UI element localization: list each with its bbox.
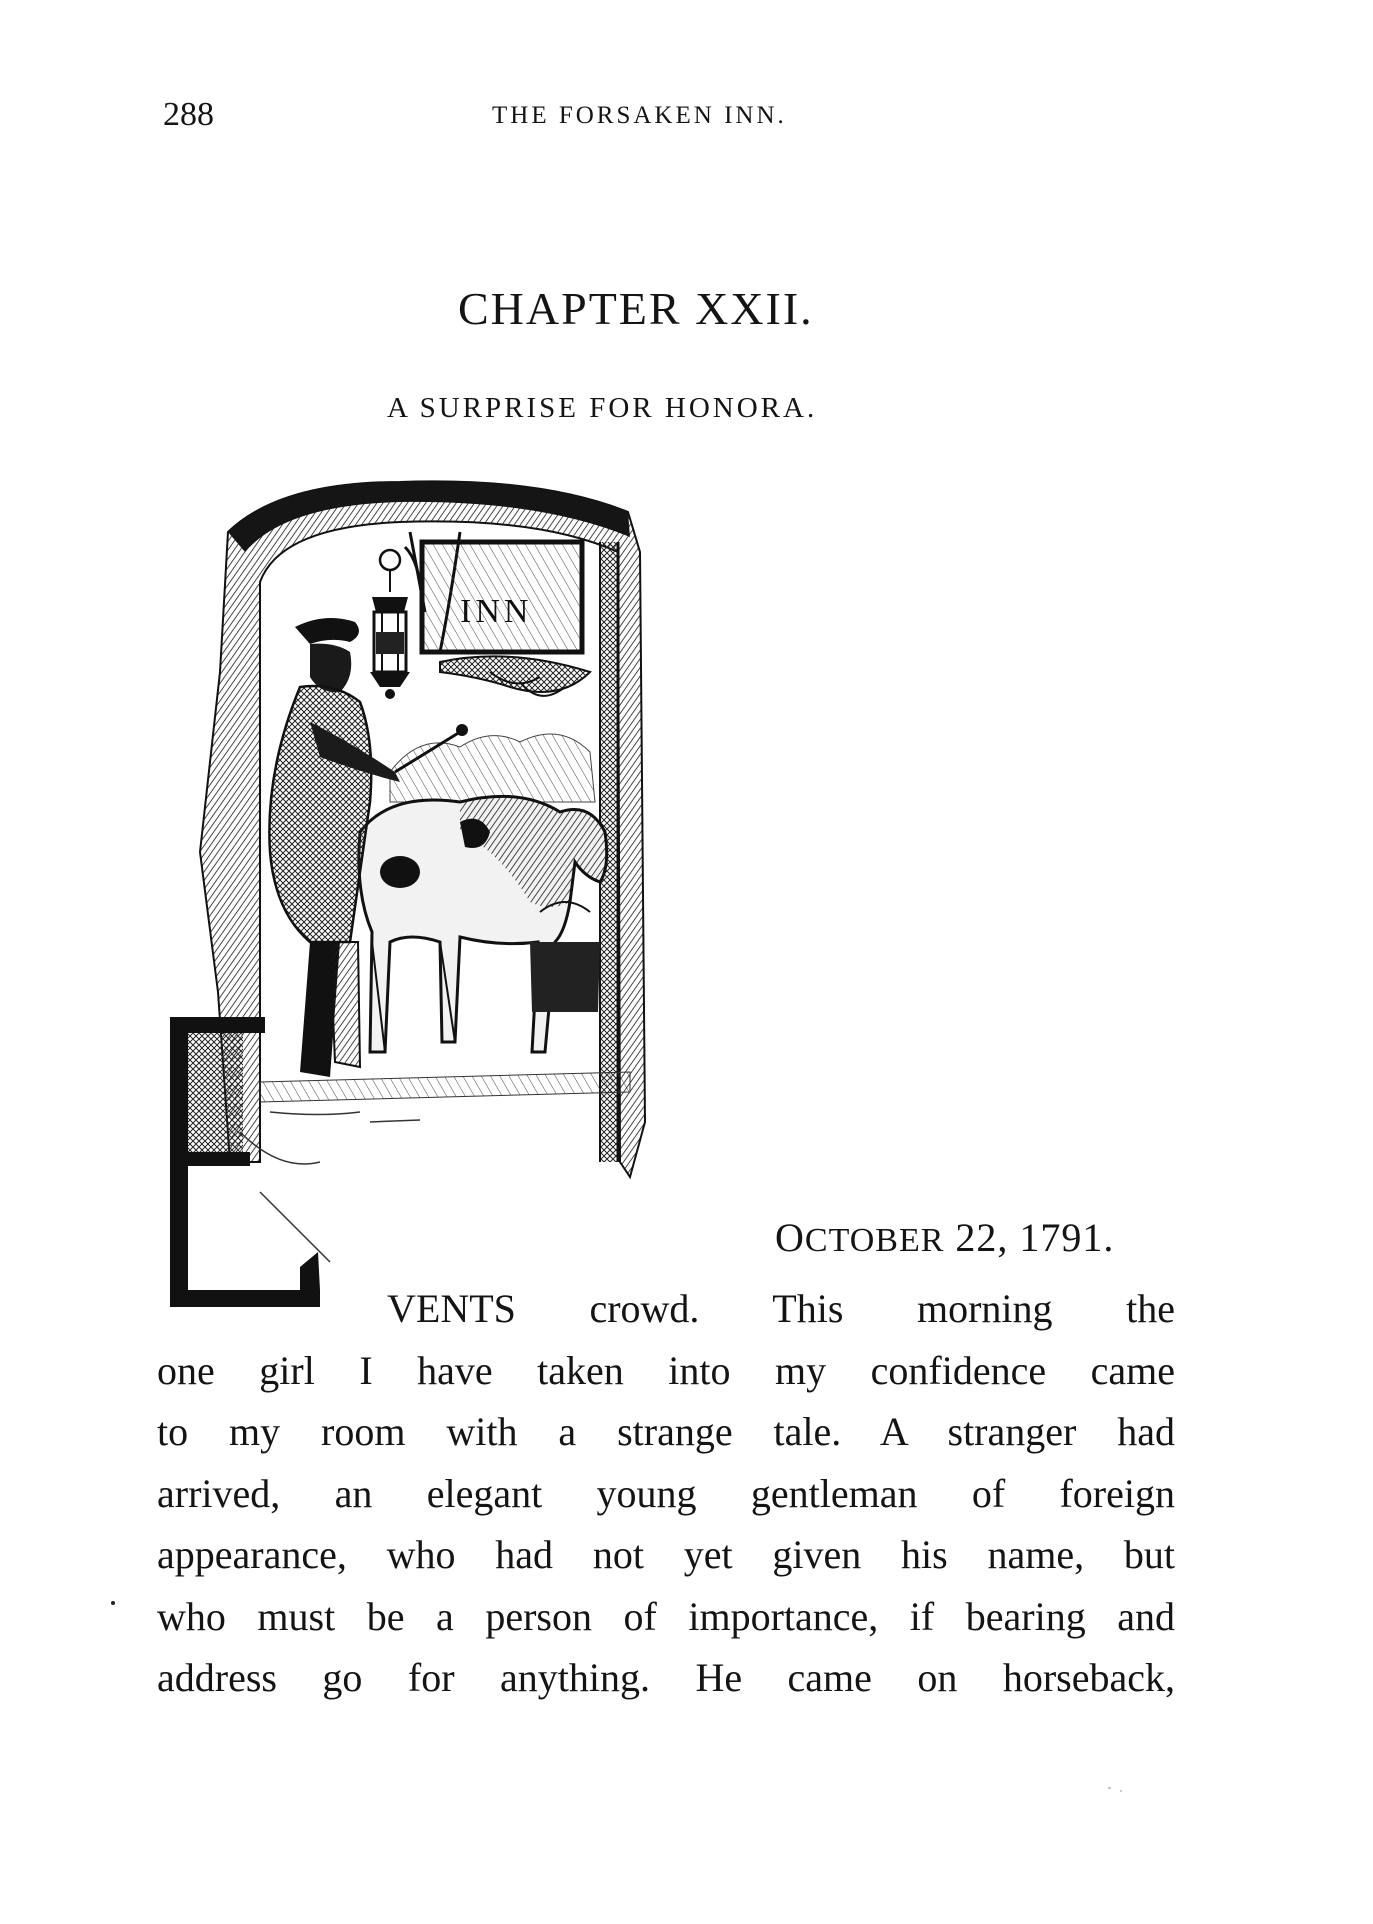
chapter-subtitle: A SURPRISE FOR HONORA. bbox=[387, 392, 818, 424]
svg-text:INN: INN bbox=[460, 593, 533, 630]
text-line: appearance, who had not yet given his name, but bbox=[157, 1532, 1175, 1577]
lantern bbox=[370, 547, 422, 699]
horse bbox=[359, 796, 607, 1052]
chapter-title: CHAPTER XXII. bbox=[458, 283, 814, 334]
text-line: to my room with a strange tale. A stranger had bbox=[157, 1409, 1175, 1454]
running-head bbox=[0, 96, 1373, 136]
page-speck bbox=[1120, 1790, 1122, 1792]
entry-body bbox=[157, 1278, 1175, 1709]
background-trees bbox=[390, 734, 595, 802]
entry-date bbox=[775, 1214, 1114, 1261]
text-line: address go for anything. He came on horseback, bbox=[157, 1655, 1175, 1700]
inn-sign bbox=[410, 532, 590, 696]
entry-date-initial: O bbox=[775, 1215, 805, 1260]
running-title: THE FORSAKEN INN. bbox=[492, 102, 787, 129]
text-line: one girl I have taken into my confidence came bbox=[157, 1347, 1175, 1393]
entry-date-rest: 22, 1791. bbox=[944, 1215, 1115, 1260]
text-line: arrived, an elegant young gentleman of foreign bbox=[157, 1470, 1175, 1516]
entry-date-smallcaps: CTOBER bbox=[804, 1222, 945, 1259]
page-number: 288 bbox=[163, 96, 214, 133]
text-line: VENTS crowd. This morning the bbox=[387, 1286, 1175, 1331]
text-line: who must be a person of importance, if bearing and bbox=[157, 1593, 1175, 1639]
ground bbox=[260, 1072, 630, 1102]
page-speck bbox=[1108, 1787, 1111, 1789]
margin-speck bbox=[111, 1601, 115, 1605]
chapter-illustration bbox=[160, 472, 772, 1312]
